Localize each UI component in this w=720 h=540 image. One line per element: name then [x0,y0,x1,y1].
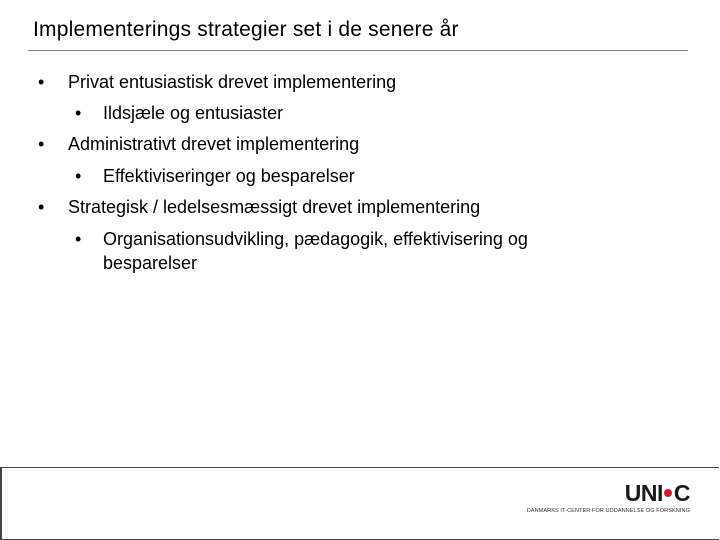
bullet-marker: • [38,197,45,217]
logo-tagline: DANMARKS IT-CENTER FOR UDDANNELSE OG FORSKNING [526,508,690,514]
logo-wordmark [527,481,690,505]
slide-title: Implementerings strategier set i de senere år [33,18,459,41]
bullet-marker: • [75,229,82,249]
logo-text-right: C [673,480,690,506]
bullet-text: Effektiviseringer og besparelser [103,166,355,186]
bullet-text: Strategisk / ledelsesmæssigt drevet implementering [68,197,481,217]
bullet-text: Ildsjæle og entusiaster [103,103,284,123]
bullet-text: Organisationsudvikling, pædagogik, effektivisering og besparelser [103,229,528,273]
unic-logo [527,481,690,514]
bullet-marker: • [38,134,45,154]
bullet-marker: • [75,103,82,123]
bullet-marker: • [75,166,82,186]
title-divider [28,50,688,51]
bullet-text: Administrativt drevet implementering [68,134,360,154]
bullet-text: Privat entusiastisk drevet implementering [68,72,397,92]
logo-text-left: UNI [624,480,663,506]
logo-dot-icon [664,489,672,497]
bullet-marker: • [38,72,45,92]
footer-frame-edge [0,467,2,540]
